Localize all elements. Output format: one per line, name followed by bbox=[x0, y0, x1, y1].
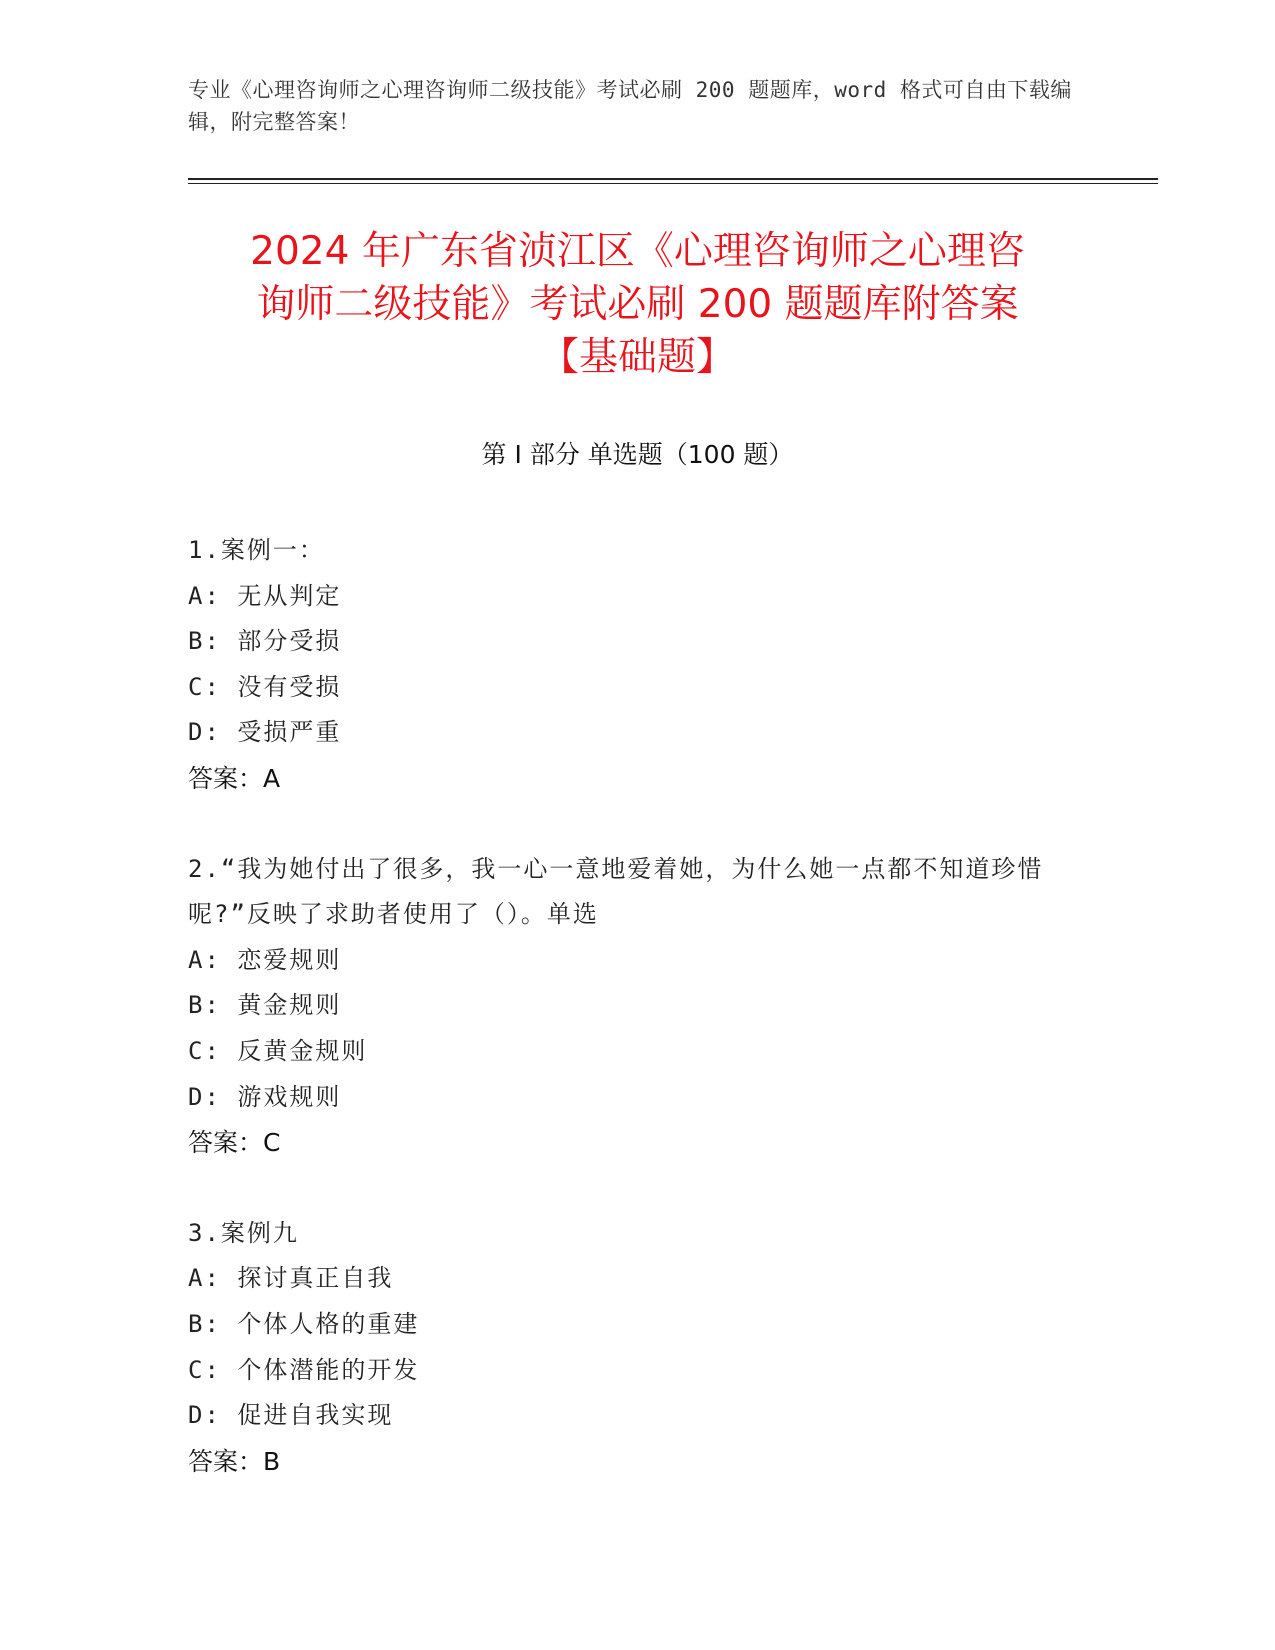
header-rule-thin bbox=[188, 183, 1158, 184]
document-title-line-2: 询师二级技能》考试必刷 200 题题库附答案 bbox=[256, 282, 1019, 327]
option-d: D: 受损严重 bbox=[188, 718, 342, 747]
document-title-line-1: 2024 年广东省浈江区《心理咨询师之心理咨 bbox=[250, 229, 1025, 274]
question-stem: 1.案例一： bbox=[188, 536, 325, 564]
question-2 bbox=[188, 847, 1088, 1166]
answer: 答案：A bbox=[188, 763, 281, 793]
answer: 答案：C bbox=[188, 1128, 281, 1158]
question-spacer bbox=[188, 802, 1088, 847]
option-b: B: 部分受损 bbox=[188, 627, 342, 656]
question-3 bbox=[188, 1211, 1088, 1485]
option-d: D: 游戏规则 bbox=[188, 1082, 342, 1111]
option-d: D: 促进自我实现 bbox=[188, 1401, 394, 1430]
header-note: 专业《心理咨询师之心理咨询师二级技能》考试必刷 200 题题库，word 格式可自由下载编辑，附完整答案！ bbox=[188, 78, 1072, 134]
header-rule-thick bbox=[188, 178, 1158, 180]
section-heading: 第 I 部分 单选题（100 题） bbox=[481, 440, 794, 469]
question-stem: 3.案例九 bbox=[188, 1218, 299, 1247]
option-c: C: 个体潜能的开发 bbox=[188, 1355, 420, 1384]
question-spacer bbox=[188, 1166, 1088, 1211]
option-c: C: 反黄金规则 bbox=[188, 1036, 368, 1065]
option-a: A: 恋爱规则 bbox=[188, 945, 342, 974]
document-title bbox=[160, 225, 1115, 384]
option-b: B: 黄金规则 bbox=[188, 991, 342, 1020]
document-title-line-3: 【基础题】 bbox=[539, 335, 735, 380]
option-a: A: 探讨真正自我 bbox=[188, 1264, 394, 1293]
option-c: C: 没有受损 bbox=[188, 672, 342, 701]
question-list bbox=[188, 528, 1088, 1484]
option-a: A: 无从判定 bbox=[188, 581, 342, 610]
answer: 答案：B bbox=[188, 1446, 281, 1476]
question-stem: 2.“我为她付出了很多，我一心一意地爱着她，为什么她一点都不知道珍惜呢?”反映了求助者使用了（）。单选 bbox=[188, 854, 1044, 929]
question-1 bbox=[188, 528, 1088, 802]
option-b: B: 个体人格的重建 bbox=[188, 1309, 420, 1338]
